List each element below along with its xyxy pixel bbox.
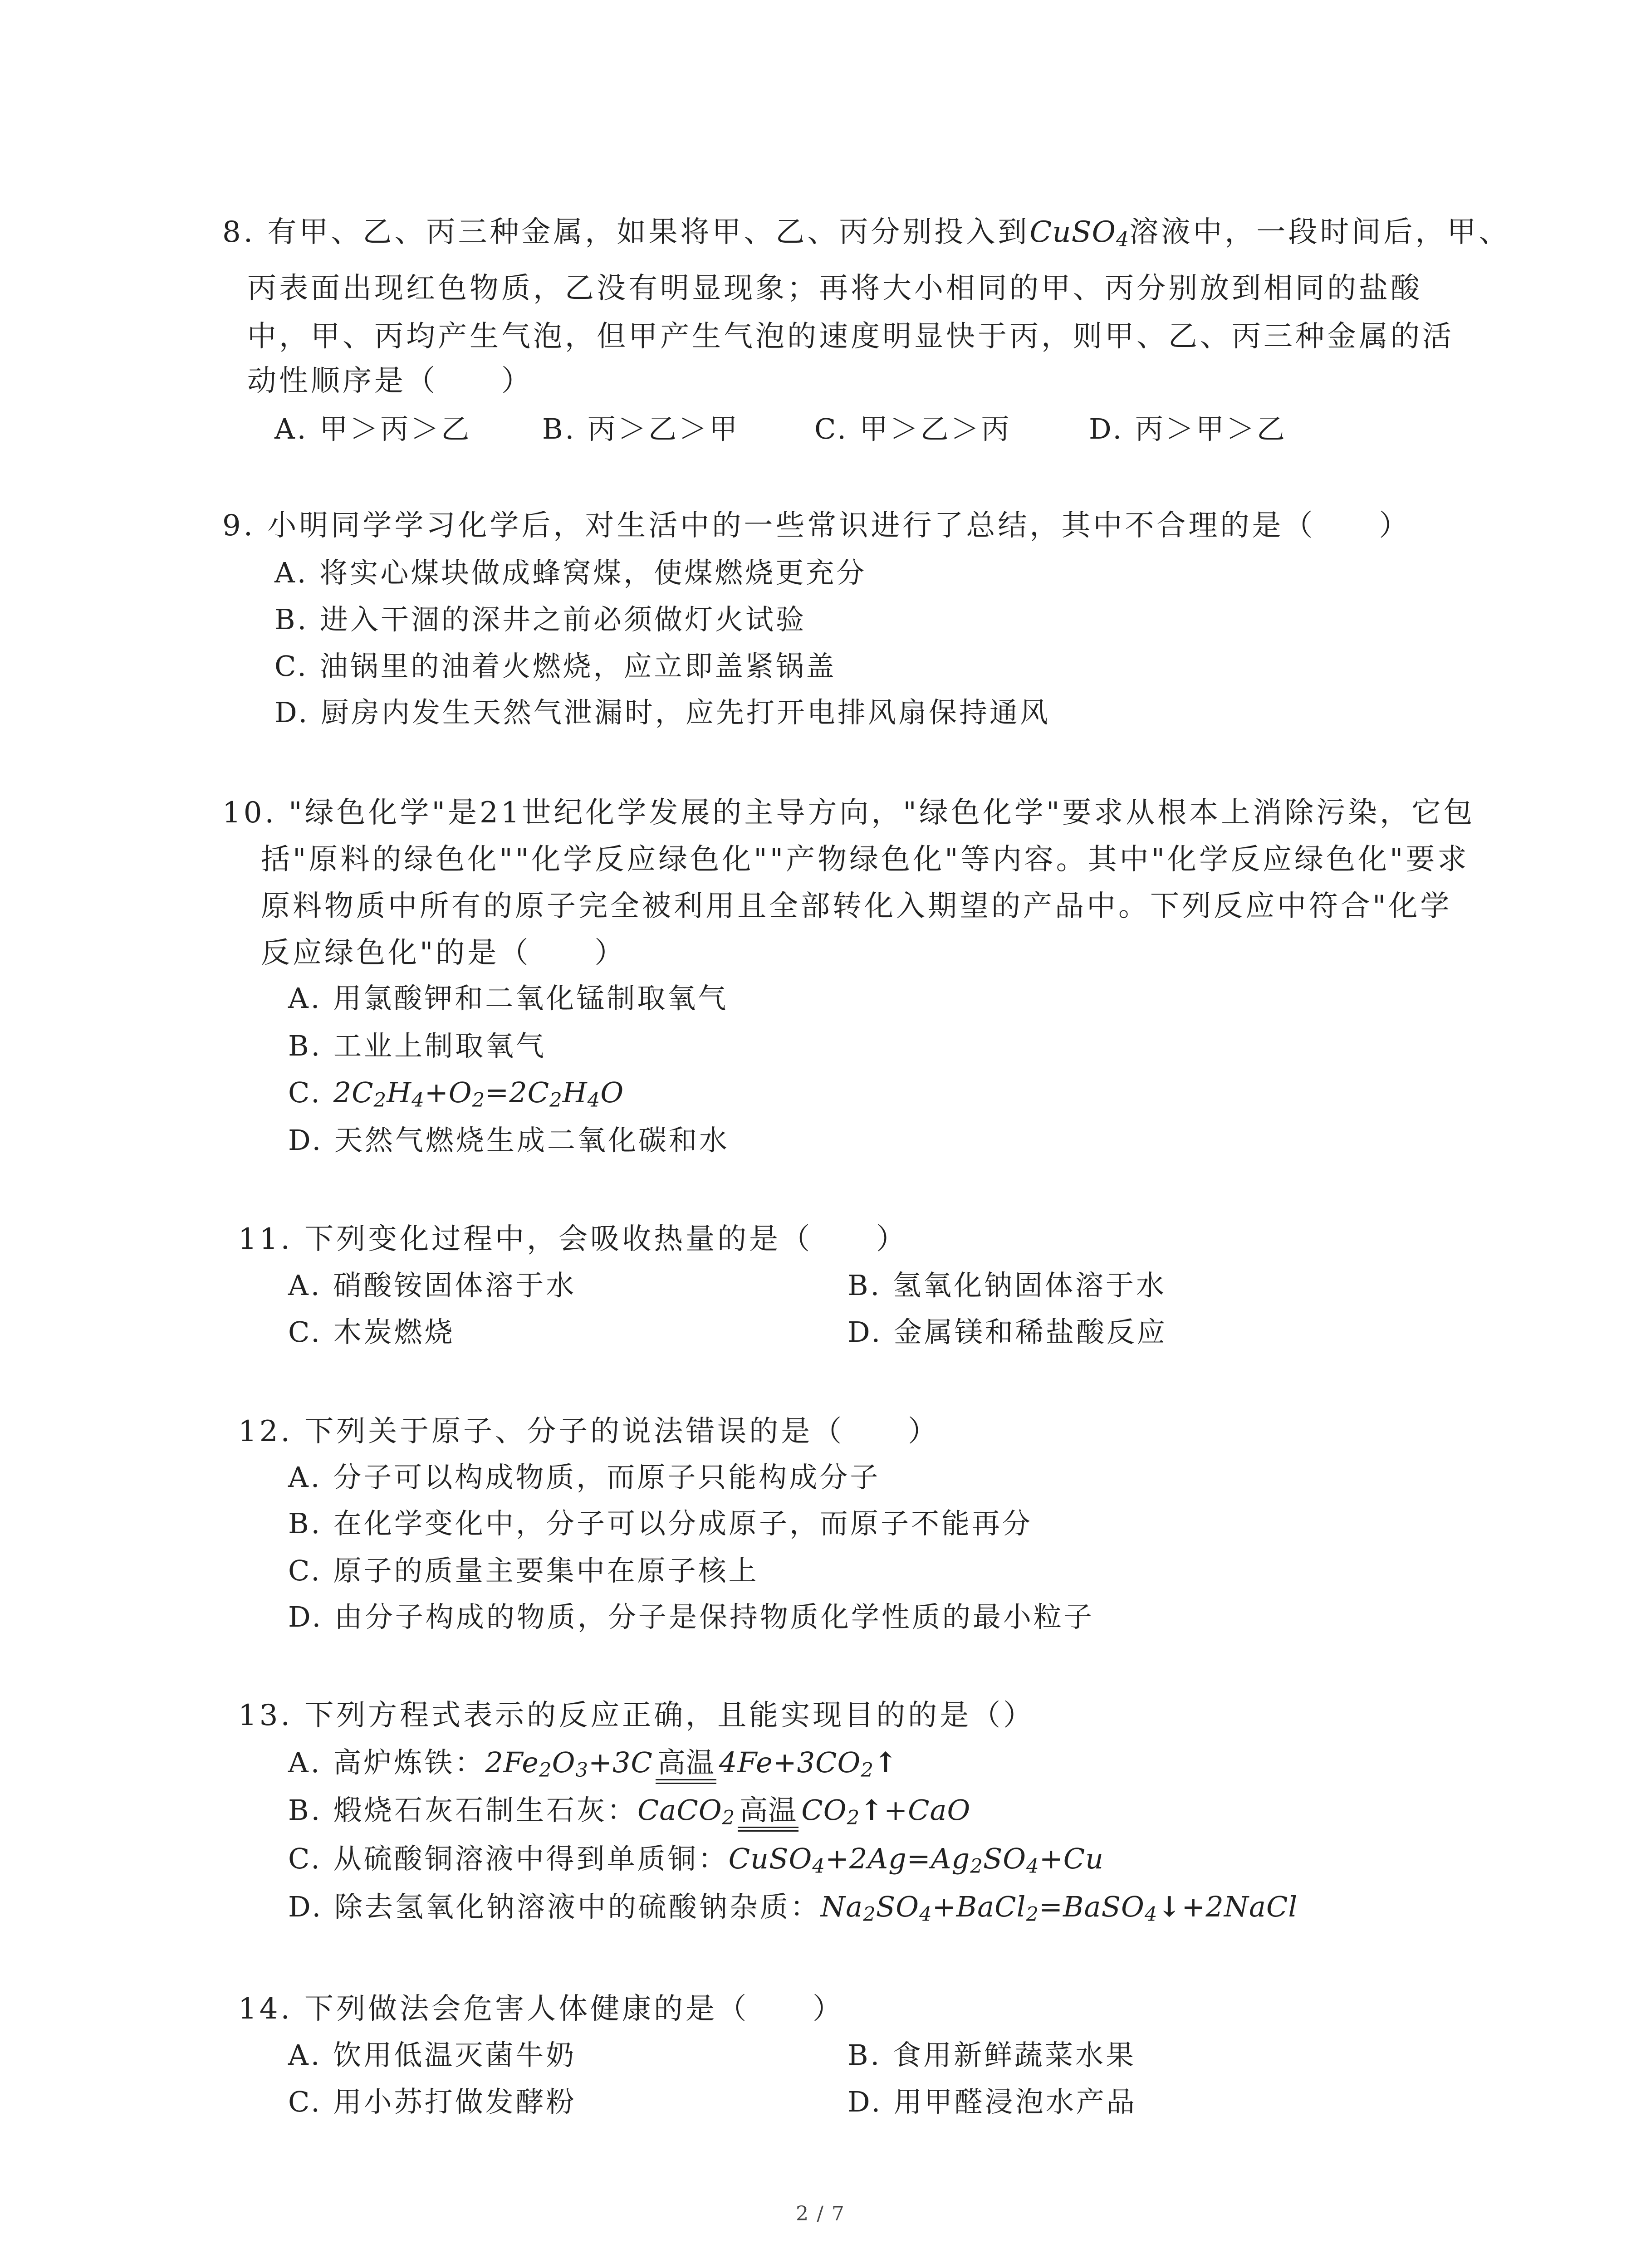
question-11-option-c: C. 木炭燃烧 — [288, 1315, 455, 1349]
question-13-stem: 13. 下列方程式表示的反应正确，且能实现目的的是（） — [238, 1699, 1035, 1732]
question-8-line-4: 动性顺序是（ ） — [247, 364, 533, 398]
question-10-option-d: D. 天然气燃烧生成二氧化碳和水 — [288, 1124, 730, 1157]
question-9-option-b: B. 进入干涸的深井之前必须做灯火试验 — [274, 603, 806, 636]
question-8-line-3: 中，甲、丙均产生气泡，但甲产生气泡的速度明显快于丙，则甲、乙、丙三种金属的活 — [247, 320, 1454, 353]
question-8-line-1: 8. 有甲、乙、丙三种金属，如果将甲、乙、丙分别投入到CuSO$_4$溶液中，一段时间后，甲、 — [222, 215, 1511, 251]
question-11-option-b: B. 氢氧化钠固体溶于水 — [847, 1269, 1166, 1302]
question-12-option-c: C. 原子的质量主要集中在原子核上 — [288, 1554, 759, 1587]
question-13-option-a: A. 高炉炼铁：$2Fe_2O_3+3C$ 高温 $4Fe+3CO_2↑$ — [288, 1746, 898, 1782]
question-14-option-b: B. 食用新鲜蔬菜水果 — [847, 2038, 1136, 2072]
formula-copper-displacement: $CuSO_4+2Ag=Ag_2SO_4+Cu$ — [728, 1842, 1104, 1878]
question-11-option-d: D. 金属镁和稀盐酸反应 — [847, 1315, 1167, 1349]
formula-sulfate-removal: $Na_2SO_4+BaCl_2=BaSO_4↓+2NaCl$ — [820, 1890, 1298, 1926]
question-10-line-4: 反应绿色化"的是（ ） — [261, 936, 627, 970]
question-13-option-c: C. 从硫酸铜溶液中得到单质铜：$CuSO_4+2Ag=Ag_2SO_4+Cu$ — [288, 1842, 1104, 1878]
reaction-condition: 高温 — [738, 1796, 798, 1824]
question-13-option-d: D. 除去氢氧化钠溶液中的硫酸钠杂质：$Na_2SO_4+BaCl_2=BaSO_4↓+2NaCl$ — [288, 1890, 1298, 1926]
question-10-line-1: 10. "绿色化学"是21世纪化学发展的主导方向，"绿色化学"要求从根本上消除污染，它包 — [222, 796, 1475, 830]
question-10-option-a: A. 用氯酸钾和二氧化锰制取氧气 — [288, 982, 729, 1015]
page-number: 2 / 7 — [796, 2202, 845, 2225]
question-10-option-c: C. $2C_2H_4+O_2=2C_2H_4O$ — [288, 1076, 624, 1112]
question-11-stem: 11. 下列变化过程中，会吸收热量的是（ ） — [238, 1222, 908, 1256]
question-8-option-d: D. 丙＞甲＞乙 — [1089, 412, 1287, 445]
gas-arrow-icon: ↑ — [873, 1746, 898, 1779]
question-12-option-a: A. 分子可以构成物质，而原子只能构成分子 — [288, 1461, 881, 1494]
question-12-option-b: B. 在化学变化中，分子可以分成原子，而原子不能再分 — [288, 1507, 1033, 1540]
question-10-option-b: B. 工业上制取氧气 — [288, 1029, 546, 1062]
question-9-option-a: A. 将实心煤块做成蜂窝煤，使煤燃烧更充分 — [274, 556, 867, 589]
precipitate-arrow-icon: ↓ — [1157, 1890, 1182, 1923]
question-14-option-a: A. 饮用低温灭菌牛奶 — [288, 2038, 577, 2072]
formula-ethylene-oxidation: $2C_2H_4+O_2=2C_2H_4O$ — [333, 1076, 624, 1112]
question-14-stem: 14. 下列做法会危害人体健康的是（ ） — [238, 1992, 845, 2026]
question-10-line-2: 括"原料的绿色化""化学反应绿色化""产物绿色化"等内容。其中"化学反应绿色化"要求 — [261, 843, 1470, 876]
question-9-option-d: D. 厨房内发生天然气泄漏时，应先打开电排风扇保持通风 — [274, 696, 1050, 729]
reaction-condition: 高温 — [656, 1749, 716, 1777]
question-8-option-a: A. 甲＞丙＞乙 — [274, 412, 472, 445]
question-14-option-d: D. 用甲醛浸泡水产品 — [847, 2085, 1137, 2118]
question-8-option-c: C. 甲＞乙＞丙 — [814, 412, 1012, 445]
formula-limestone-calcination: CaCO$_2$ 高温 $CO_2↑+CaO$ — [637, 1794, 971, 1829]
gas-arrow-icon: ↑ — [860, 1794, 884, 1827]
question-11-option-a: A. 硝酸铵固体溶于水 — [288, 1269, 577, 1302]
question-9-stem: 9. 小明同学学习化学后，对生活中的一些常识进行了总结，其中不合理的是（ ） — [222, 509, 1411, 543]
question-10-line-3: 原料物质中所有的原子完全被利用且全部转化入期望的产品中。下列反应中符合"化学 — [261, 890, 1452, 923]
question-12-stem: 12. 下列关于原子、分子的说法错误的是（ ） — [238, 1415, 940, 1448]
formula-iron-smelting: $2Fe_2O_3+3C$ 高温 $4Fe+3CO_2↑$ — [485, 1746, 898, 1782]
question-9-option-c: C. 油锅里的油着火燃烧，应立即盖紧锅盖 — [274, 650, 837, 683]
question-14-option-c: C. 用小苏打做发酵粉 — [288, 2085, 577, 2118]
question-8-line-2: 丙表面出现红色物质，乙没有明显现象；再将大小相同的甲、丙分别放到相同的盐酸 — [247, 272, 1422, 305]
question-12-option-d: D. 由分子构成的物质，分子是保持物质化学性质的最小粒子 — [288, 1600, 1094, 1633]
question-8-option-b: B. 丙＞乙＞甲 — [542, 412, 740, 445]
formula-cuso4: CuSO$_4$ — [1029, 215, 1130, 251]
question-13-option-b: B. 煅烧石灰石制生石灰：CaCO$_2$ 高温 $CO_2↑+CaO$ — [288, 1794, 971, 1829]
